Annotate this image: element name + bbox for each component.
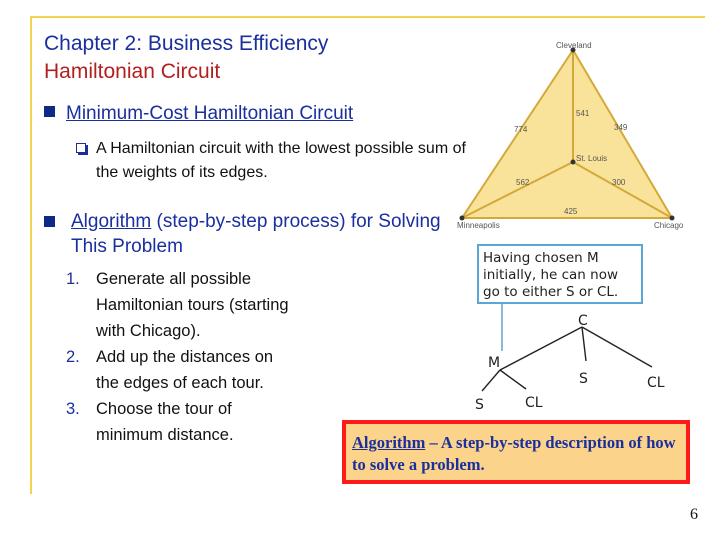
sub-bullet-definition [76,137,466,185]
decision-tree [462,243,677,413]
city-graph [452,30,692,235]
definition-term: Algorithm [352,433,426,452]
step-text: Add up the distances on the edges of each tour. [96,348,274,392]
label-minneapolis: Minneapolis [457,221,500,230]
tree-edge-m-s [482,370,500,391]
weight-cleveland-stlouis: 541 [576,109,590,118]
vertex-stlouis [571,160,576,165]
step-number: 3. [66,400,80,418]
weight-cleveland-chicago: 349 [614,123,628,132]
graph-triangle [462,50,672,218]
algorithm-steps [66,266,296,448]
step-number: 2. [66,348,80,366]
title-line-2: Hamiltonian Circuit [44,60,221,83]
weight-stlouis-chicago: 300 [612,178,626,187]
definition-callout [342,420,690,484]
tree-node-cl-bottom: CL [525,395,543,411]
bullet-algorithm [44,209,444,259]
step-item [66,344,296,396]
step-number: 1. [66,270,80,288]
tree-note-line-3: go to either S or CL. [483,284,619,300]
tree-node-m: M [488,355,501,371]
frame-vertical-rule [30,16,32,494]
tree-note-line-1: Having chosen M [483,250,599,266]
square-bullet-icon [44,106,55,117]
step-item [66,396,296,448]
tree-edge-c-m [500,327,582,370]
tree-edge-m-cl [500,370,526,389]
sub-bullet-text: A Hamiltonian circuit with the lowest possible sum of the weights of its edges. [96,140,466,181]
slide-title [44,30,328,86]
step-text: Choose the tour of minimum distance. [96,400,234,444]
hollow-square-bullet-icon [76,143,86,153]
tree-edge-c-cl [582,327,652,367]
tree-note-line-2: initially, he can now [483,267,618,283]
square-bullet-icon [44,216,55,227]
step-item [66,266,296,344]
tree-node-s-top: S [579,371,588,387]
page-number: 6 [690,506,698,523]
step-text: Generate all possible Hamiltonian tours (starting with Chicago). [96,270,289,340]
label-chicago: Chicago [654,221,684,230]
bullet-algorithm-term: Algorithm [71,211,152,232]
bullet-algorithm-rest: (step-by-step process) for Solving This Problem [71,211,441,257]
weight-cleveland-minneapolis: 774 [514,125,528,134]
tree-node-s-bottom: S [475,397,484,413]
weight-stlouis-minneapolis: 562 [516,178,530,187]
vertex-chicago [670,216,675,221]
tree-node-c: C [578,313,588,329]
label-cleveland: Cleveland [556,41,592,50]
frame-horizontal-rule [30,16,705,18]
tree-node-cl-top: CL [647,375,665,391]
vertex-minneapolis [460,216,465,221]
title-line-1: Chapter 2: Business Efficiency [44,32,329,55]
bullet-minimum-cost-text: Minimum-Cost Hamiltonian Circuit [66,103,354,124]
bullet-minimum-cost [44,103,353,125]
definition-text: – A step-by-step description of how to solve a problem. [352,433,676,474]
tree-edge-c-s [582,327,586,361]
weight-minneapolis-chicago: 425 [564,207,578,216]
label-stlouis: St. Louis [576,154,608,163]
